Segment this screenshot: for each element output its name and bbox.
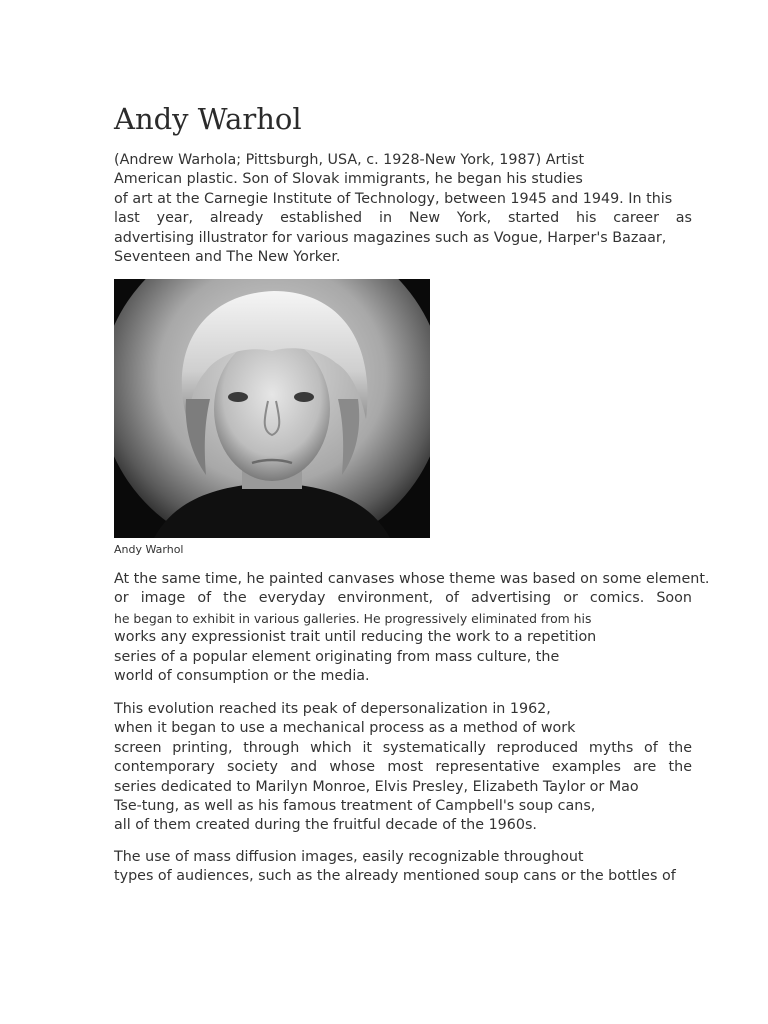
paragraph-line: This evolution reached its peak of depersonalization in 1962, xyxy=(114,701,551,717)
paragraph-line: series dedicated to Marilyn Monroe, Elvis Presley, Elizabeth Taylor or Mao xyxy=(114,778,639,795)
portrait-photo xyxy=(114,279,430,538)
paragraph-line: The use of mass diffusion images, easily recognizable throughout xyxy=(114,849,584,865)
paragraph-line: At the same time, he painted canvases whose theme was based on some element. xyxy=(114,571,710,587)
paragraph-line: contemporary society and whose most representative examples are the xyxy=(114,759,692,776)
paragraph-line: series of a popular element originating from mass culture, the xyxy=(114,648,560,665)
intro-paragraph xyxy=(114,151,704,267)
body-paragraph xyxy=(114,570,710,686)
paragraph-line: advertising illustrator for various magazines such as Vogue, Harper's Bazaar, xyxy=(114,229,667,246)
body-paragraph xyxy=(114,700,704,836)
body-paragraph xyxy=(114,848,704,887)
paragraph-line: world of consumption or the media. xyxy=(114,667,370,684)
image-caption: Andy Warhol xyxy=(114,543,184,556)
paragraph-line: screen printing, through which it systematically reproduced myths of the xyxy=(114,739,692,756)
portrait-image xyxy=(114,279,430,538)
paragraph-line: all of them created during the fruitful decade of the 1960s. xyxy=(114,817,537,834)
paragraph-line: when it began to use a mechanical process as a method of work xyxy=(114,720,576,737)
paragraph-line: or image of the everyday environment, of advertising or comics. Soon xyxy=(114,590,692,607)
paragraph-line: American plastic. Son of Slovak immigrants, he began his studies xyxy=(114,171,583,188)
paragraph-line: of art at the Carnegie Institute of Technology, between 1945 and 1949. In this xyxy=(114,190,673,207)
paragraph-line: (Andrew Warhola; Pittsburgh, USA, c. 1928-New York, 1987) Artist xyxy=(114,152,585,168)
paragraph-line: types of audiences, such as the already mentioned soup cans or the bottles of xyxy=(114,868,676,885)
paragraph-line: Tse-tung, as well as his famous treatment of Campbell's soup cans, xyxy=(114,797,596,814)
paragraph-line: works any expressionist trait until reducing the work to a repetition xyxy=(114,629,597,646)
paragraph-line: he began to exhibit in various galleries. He progressively eliminated from his xyxy=(114,610,592,626)
article-title: Andy Warhol xyxy=(114,102,302,136)
paragraph-line: Seventeen and The New Yorker. xyxy=(114,248,341,265)
paragraph-line: last year, already established in New York, started his career as xyxy=(114,210,692,227)
